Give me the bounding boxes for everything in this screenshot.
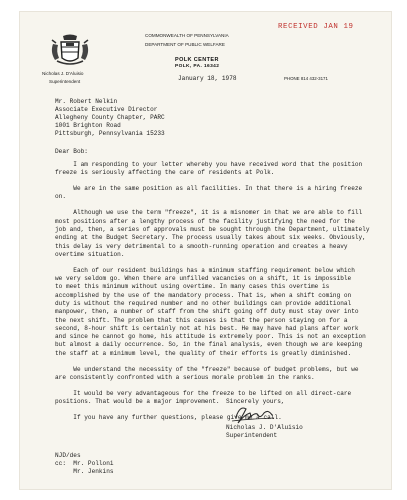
recipient-organization: Allegheny County Chapter, PARC	[55, 114, 165, 122]
handwritten-signature	[228, 403, 280, 425]
letterhead-department: DEPARTMENT OF PUBLIC WELFARE	[145, 42, 225, 47]
reference-block	[55, 452, 114, 476]
body-paragraph: We are in the same position as all facilities. In that there is a hiring freeze on.	[55, 185, 363, 201]
recipient-name: Mr. Robert Nelkin	[55, 98, 118, 105]
body-paragraph: I am responding to your letter whereby you have received word that the position freeze is seriously affecting the care of residents at Polk.	[55, 161, 363, 177]
recipient-title: Associate Executive Director	[55, 106, 158, 114]
letterhead-institution: POLK CENTER	[175, 57, 219, 63]
recipient-city: Pittsburgh, Pennsylvania 15233	[55, 130, 165, 138]
cc-line: cc: Mr. Polloni	[55, 460, 114, 468]
received-stamp: RECEIVED JAN 19	[278, 23, 354, 31]
superintendent-name: Nicholas J. D'Aluisio	[42, 71, 84, 76]
cc-line: Mr. Jenkins	[55, 468, 114, 476]
letter-body	[55, 161, 373, 430]
letterhead-phone: PHONE 814 432-3171	[284, 76, 328, 81]
body-paragraph: We understand the necessity of the "freeze" because of budget problems, but we are consistently confronted with a serious morale problem in the ranks.	[55, 365, 359, 381]
closing: Sincerely yours,	[226, 398, 285, 405]
recipient-street: 1001 Brighton Road	[55, 122, 121, 130]
letterhead-location: POLK, PA. 16342	[175, 64, 220, 69]
body-paragraph: Although we use the term "freeze", it is a misnomer in that we are able to fill most positions after a lengthy process of the facility justifying the need for the job and, then, a series of approvals must be sought through the Department, ultimately ending at the Budget Secretary. The process usually takes about six weeks. Obviously, this delay is very detrimental to a smooth-running operation and creates a heavy overtime situation.	[55, 209, 370, 258]
recipient-address	[55, 98, 285, 138]
superintendent-title: Superintendent	[49, 79, 81, 84]
body-paragraph: It would be very advantageous for the freeze to be lifted on all direct-care positions. That would be a major improvement.	[55, 389, 352, 406]
letterhead-commonwealth: COMMONWEALTH OF PENNSYLVANIA	[145, 33, 229, 38]
commonwealth-seal-icon	[47, 34, 93, 68]
signer-title: Superintendent	[226, 432, 278, 439]
signer-name: Nicholas J. D'Aluisio	[226, 424, 303, 431]
reference-initials: NJD/des	[55, 452, 81, 459]
body-paragraph: Each of our resident buildings has a minimum staffing requirement below which we very seldom go. When there are unfilled vacancies on a shift, it is impossible to meet this minimum without using overtime. In many cases this overtime is accomplished by the use of the mandatory process. That is, when a shift coming on duty is without the required number and no other buildings can provide additional manpower, then, a number of staff from the shift going off duty must stay over into the next shift. The problem that this causes is that the person staying on for a second, 8-hour shift is certainly not at his best. He may have had plans after work and since he cannot go home, his attitude is extremely poor. This is not an exception but almost a daily occurrence. So, in the final analysis, even though we are keeping the staff at a minimum level, the quality of their efforts is greatly diminished.	[55, 266, 366, 357]
salutation: Dear Bob:	[55, 148, 88, 155]
body-paragraph: If you have any further questions, please give me a call.	[55, 413, 282, 421]
letter-date: January 18, 1978	[178, 75, 237, 82]
